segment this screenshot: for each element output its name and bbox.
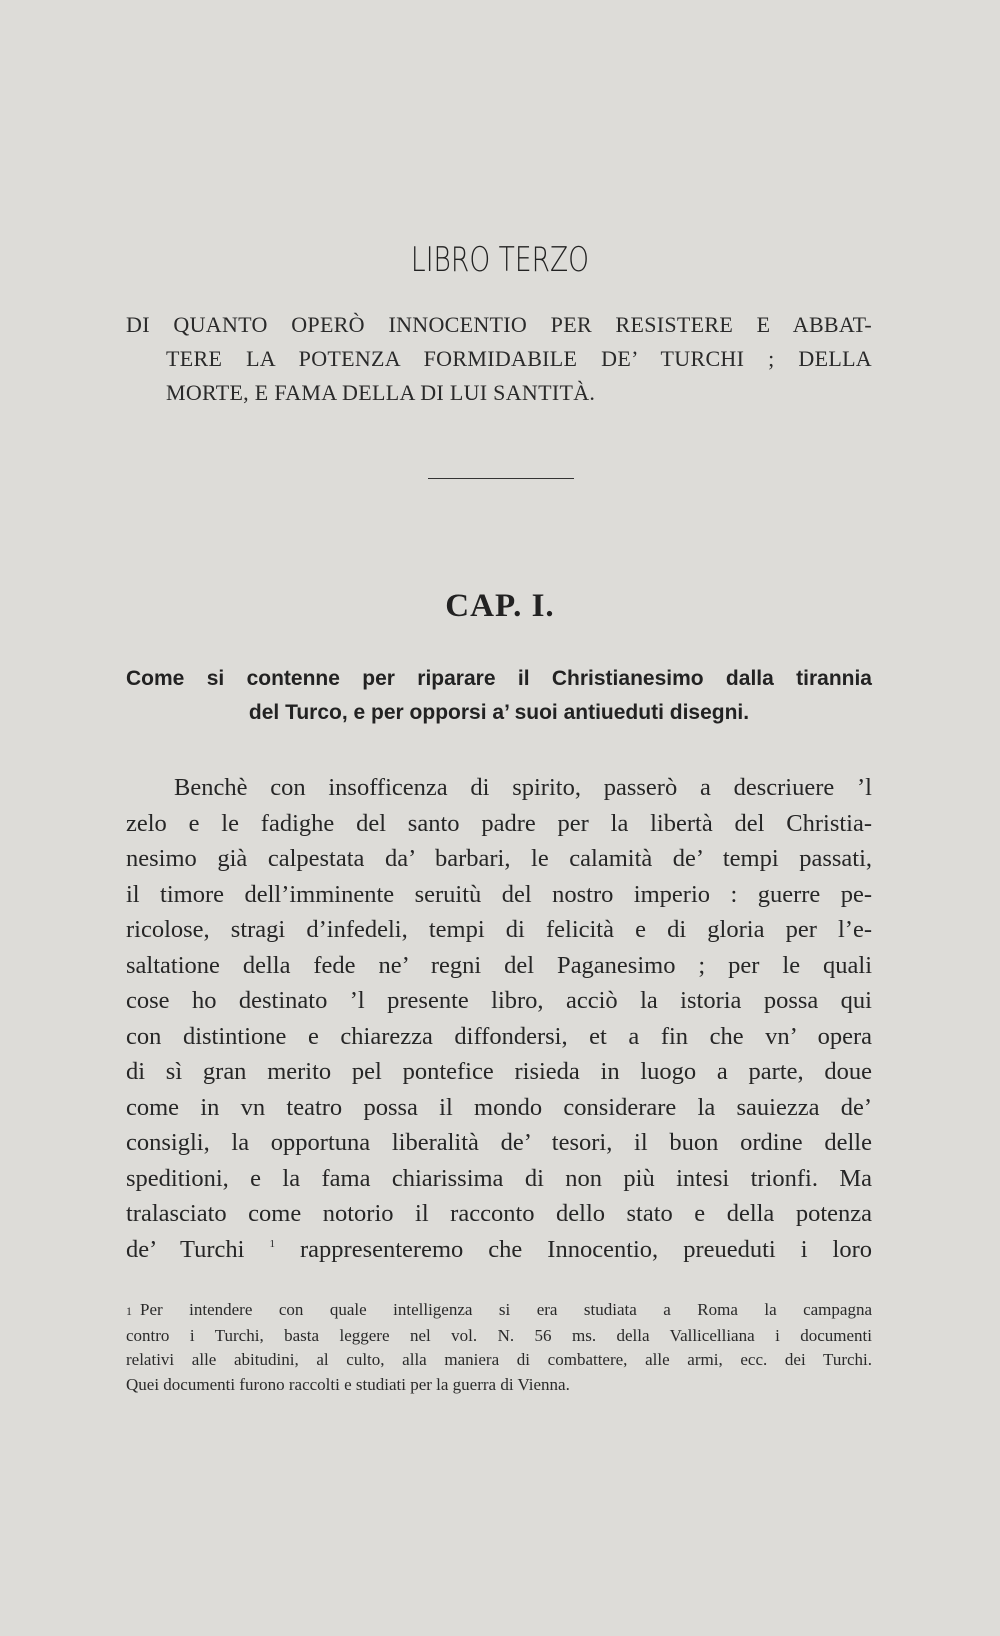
body-line-end: rappresenteremo che Innocentio, preueduti i loro [300,1235,872,1263]
footnote-text: Per intendere con quale intelligenza si era studiata a Roma la campagna [140,1300,872,1319]
footnote [126,1298,872,1397]
body-line: consigli, la opportuna liberalità de’ tesori, il buon ordine delle [126,1129,872,1156]
body-line: Benchè con insofficenza di spirito, passerò a descriuere ’l [174,774,872,801]
body-line: zelo e le fadighe del santo padre per la libertà del Christia- [126,809,872,837]
body-paragraph [126,770,872,1267]
body-line: nesimo già calpestata da’ barbari, le calamità de’ tempi passati, [126,845,872,872]
chapter-heading [126,662,872,730]
chapter-number: CAP. I. [445,588,555,624]
book-title: LIBRO TERZO [410,240,590,280]
footnote-line: relativi alle abitudini, al culto, alla maniera di combattere, alle armi, ecc. dei Turchi. [126,1350,872,1369]
footnote-line: Quei documenti furono raccolti e studiati per la guerra di Vienna. [126,1374,570,1394]
body-line: ricolose, stragi d’infedeli, tempi di felicità e di gloria per l’e- [126,916,872,943]
book-subtitle [126,308,872,410]
subtitle-line: DI QUANTO OPERÒ INNOCENTIO PER RESISTERE E ABBAT- [126,312,872,337]
body-line: il timore dell’imminente seruitù del nostro imperio : guerre pe- [126,880,872,908]
chapter-heading-line: del Turco, e per opporsi a’ suoi antiueduti disegni. [248,701,750,724]
body-line: come in vn teatro possa il mondo considerare la sauiezza de’ [126,1093,872,1121]
body-line: di sì gran merito pel pontefice risieda in luogo a parte, doue [126,1058,872,1085]
footnote-number: 1 [126,1304,132,1318]
body-line: saltatione della fede ne’ regni del Paganesimo ; per le quali [126,951,872,979]
footnote-reference: 1 [269,1237,275,1250]
body-line: cose ho destinato ’l presente libro, acciò la istoria possa qui [126,987,872,1014]
chapter-heading-line: Come si contenne per riparare il Christianesimo dalla tirannia [126,667,872,690]
body-line-with-footnote [126,1232,872,1268]
body-line: con distintione e chiarezza diffondersi, et a fin che vn’ opera [126,1022,872,1050]
subtitle-line: MORTE, E FAMA DELLA DI LUI SANTITÀ. [166,380,596,405]
footnote-line [126,1298,872,1324]
body-line-start: de’ Turchi [126,1235,245,1263]
subtitle-line: TERE LA POTENZA FORMIDABILE DE’ TURCHI ; DELLA [166,346,872,371]
footnote-line: contro i Turchi, basta leggere nel vol. N. 56 ms. della Vallicelliana i documenti [126,1325,872,1345]
body-line: tralasciato come notorio il racconto dello stato e della potenza [126,1200,872,1227]
body-line: speditioni, e la fama chiarissima di non più intesi trionfi. Ma [126,1164,872,1192]
section-divider [428,478,574,479]
